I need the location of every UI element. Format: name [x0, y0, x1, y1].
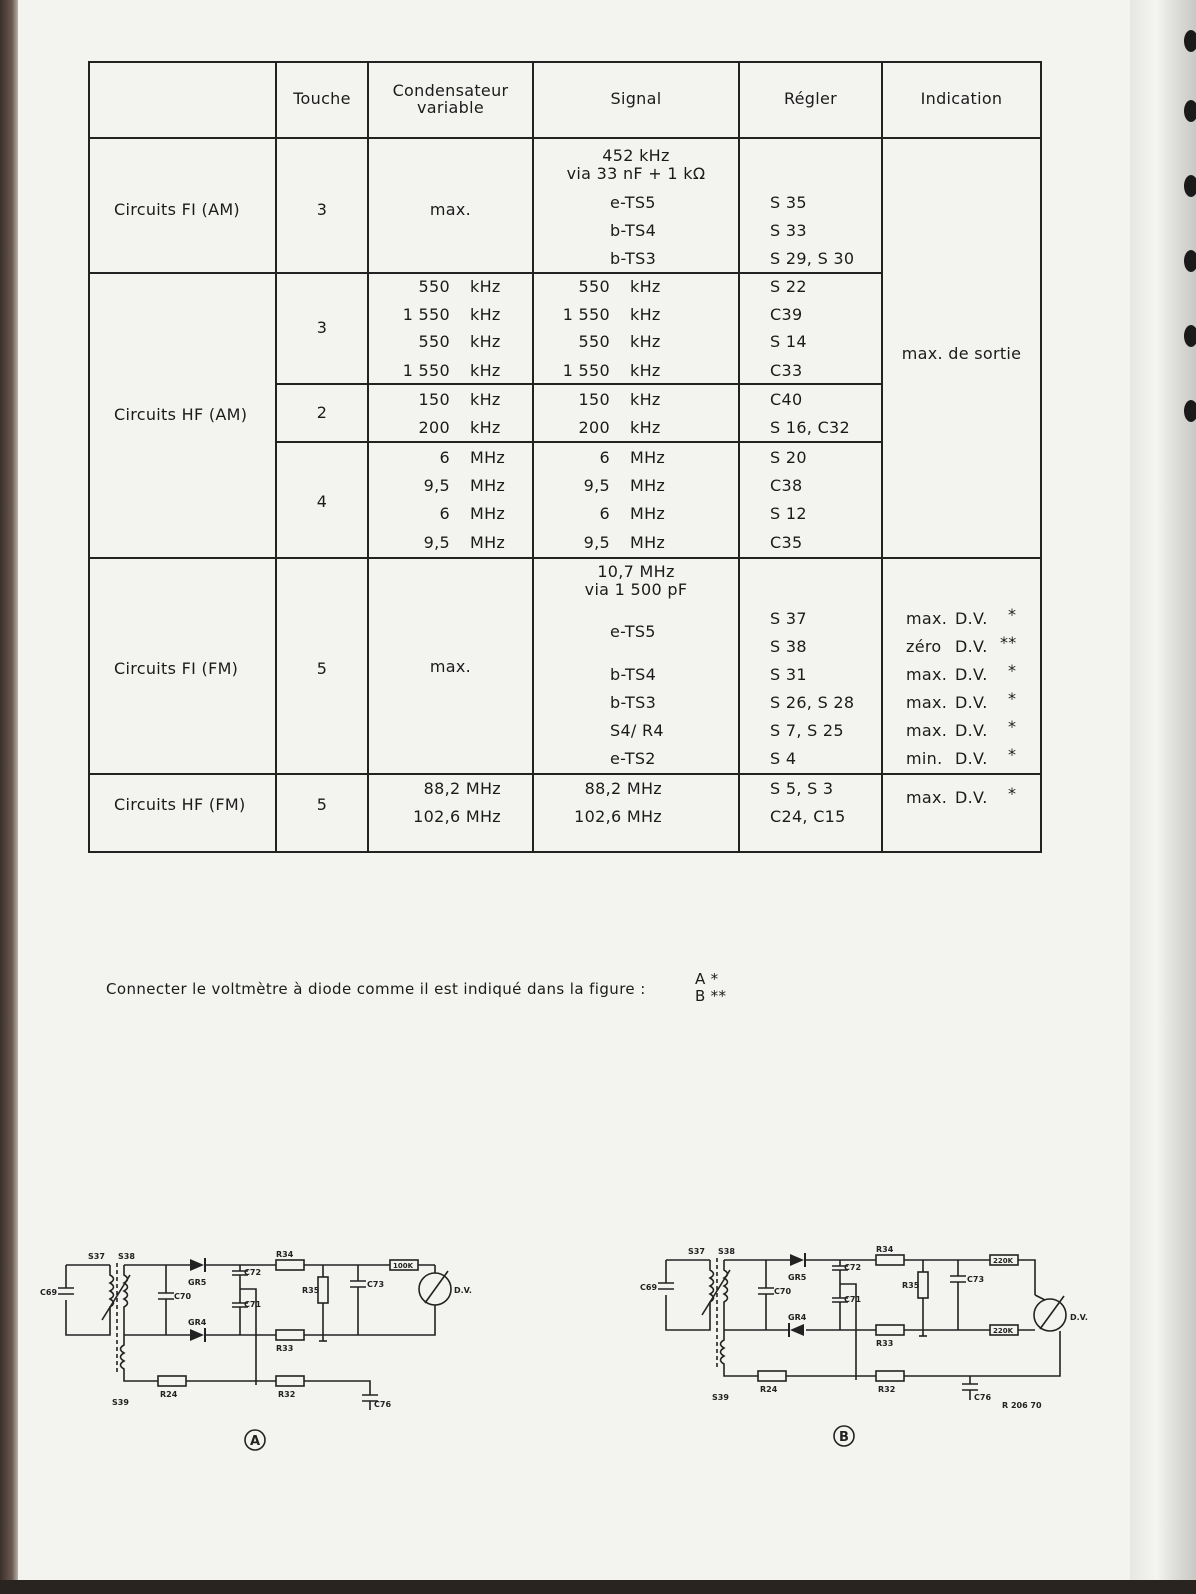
- signal-value: 150: [578, 390, 610, 409]
- ind-dv: D.V.: [955, 637, 988, 656]
- fi-fm-regler: S 31: [770, 665, 807, 684]
- label-220k: 220K: [993, 1257, 1014, 1265]
- fi-fm-regler: S 7, S 25: [770, 721, 844, 740]
- signal-value: 550: [578, 332, 610, 351]
- label-c73: C73: [367, 1280, 385, 1289]
- header-condensateur: Condensateur: [392, 81, 509, 100]
- header-regler: Régler: [783, 89, 838, 108]
- header-touche: Touche: [293, 89, 351, 108]
- cond-unit: kHz: [470, 305, 501, 324]
- label-gr4: GR4: [788, 1313, 807, 1322]
- fi-fm-regler: S 4: [770, 749, 797, 768]
- ind-word: max.: [906, 665, 948, 684]
- signal-value: 9,5: [583, 476, 610, 495]
- fi-fm-signal-freq: 10,7 MHz: [597, 562, 675, 581]
- regler-value: C35: [770, 533, 803, 552]
- signal-value: 1 550: [562, 361, 610, 380]
- signal-value: 1 550: [562, 305, 610, 324]
- cond-unit: MHz: [470, 448, 506, 467]
- label-220k: 220K: [993, 1327, 1014, 1335]
- signal-unit: MHz: [630, 448, 666, 467]
- binding-hole: [1184, 325, 1196, 347]
- cond-unit: kHz: [470, 361, 501, 380]
- label-s38: S38: [718, 1247, 735, 1256]
- ind-word: min.: [906, 749, 943, 768]
- label-gr5: GR5: [188, 1278, 207, 1287]
- voltmeter-note: Connecter le voltmètre à diode comme il est indiqué dans la figure :: [106, 980, 646, 998]
- label-gr5: GR5: [788, 1273, 807, 1282]
- fi-am-regler: S 35: [770, 193, 807, 212]
- ind-dv: D.V.: [955, 665, 988, 684]
- ind-star: *: [1008, 605, 1017, 624]
- note-figure-b: B **: [695, 987, 727, 1005]
- binding-hole: [1184, 400, 1196, 422]
- signal-value: 6: [599, 448, 610, 467]
- cond-value: 1 550: [402, 361, 450, 380]
- cond-value: 6: [439, 448, 450, 467]
- hf-am-touche: 3: [316, 318, 328, 337]
- label-100k: 100K: [393, 1262, 414, 1270]
- label-r34: R34: [876, 1245, 894, 1254]
- row-label-hf-fm: Circuits HF (FM): [114, 795, 246, 814]
- label-r35: R35: [902, 1281, 920, 1290]
- ind-dv: D.V.: [955, 693, 988, 712]
- cond-unit: kHz: [470, 418, 501, 437]
- ind-star: *: [1008, 689, 1017, 708]
- signal-unit: kHz: [630, 361, 661, 380]
- signal-unit: kHz: [630, 418, 661, 437]
- header-signal: Signal: [610, 89, 662, 108]
- cond-unit: MHz: [470, 504, 506, 523]
- signal-unit: kHz: [630, 305, 661, 324]
- circuit-diagram-a: [40, 1245, 500, 1475]
- ind-star: **: [1000, 633, 1017, 652]
- cond-unit: MHz: [470, 533, 506, 552]
- ind-dv: D.V.: [955, 721, 988, 740]
- signal-value: 9,5: [583, 533, 610, 552]
- regler-value: S 12: [770, 504, 807, 523]
- ind-dv: D.V.: [955, 609, 988, 628]
- ind-word: max.: [906, 721, 948, 740]
- row-label-hf-am: Circuits HF (AM): [114, 405, 248, 424]
- hf-am-touche: 2: [316, 403, 328, 422]
- label-c69: C69: [640, 1283, 658, 1292]
- label-r33: R33: [276, 1344, 294, 1353]
- figure-label-a: A: [249, 1434, 261, 1449]
- hf-fm-signal: 88,2 MHz: [584, 779, 662, 798]
- label-c73: C73: [967, 1275, 985, 1284]
- binding-hole: [1184, 30, 1196, 52]
- fi-fm-regler: S 37: [770, 609, 807, 628]
- fi-fm-signal: e-TS5: [610, 622, 656, 641]
- fi-am-signal: b-TS4: [610, 221, 657, 240]
- signal-unit: kHz: [630, 277, 661, 296]
- fi-am-signal-freq: 452 kHz: [602, 146, 670, 165]
- cond-unit: kHz: [470, 277, 501, 296]
- hf-fm-cond: 102,6 MHz: [413, 807, 501, 826]
- page-bottom-edge: [0, 1580, 1196, 1594]
- cond-value: 6: [439, 504, 450, 523]
- fi-fm-regler: S 38: [770, 637, 807, 656]
- fi-am-signal: b-TS3: [610, 249, 657, 268]
- label-r32: R32: [878, 1385, 896, 1394]
- label-c76: C76: [374, 1400, 392, 1409]
- label-r34: R34: [276, 1250, 294, 1259]
- signal-unit: kHz: [630, 390, 661, 409]
- row-label-fi-am: Circuits FI (AM): [114, 200, 240, 219]
- label-c72: C72: [844, 1263, 862, 1272]
- ind-star: *: [1008, 745, 1017, 764]
- fi-am-touche: 3: [316, 200, 328, 219]
- hf-fm-regler: S 5, S 3: [770, 779, 834, 798]
- hf-fm-touche: 5: [316, 795, 328, 814]
- fi-fm-signal: b-TS3: [610, 693, 657, 712]
- label-c71: C71: [244, 1300, 262, 1309]
- fi-am-regler: S 29, S 30: [770, 249, 855, 268]
- fi-am-signal-via: via 33 nF + 1 kΩ: [566, 164, 706, 183]
- regler-value: C33: [770, 361, 803, 380]
- label-dv: D.V.: [1070, 1313, 1088, 1322]
- fi-fm-signal: b-TS4: [610, 665, 657, 684]
- fi-am-cond: max.: [429, 200, 472, 219]
- label-c72: C72: [244, 1268, 262, 1277]
- regler-value: C38: [770, 476, 803, 495]
- label-c69: C69: [40, 1288, 58, 1297]
- label-c70: C70: [174, 1292, 192, 1301]
- cond-value: 9,5: [423, 476, 450, 495]
- row-label-fi-fm: Circuits FI (FM): [114, 659, 239, 678]
- signal-value: 550: [578, 277, 610, 296]
- hf-am-touche: 4: [316, 492, 328, 511]
- cond-value: 9,5: [423, 533, 450, 552]
- label-s37: S37: [688, 1247, 705, 1256]
- label-r33: R33: [876, 1339, 894, 1348]
- page-left-edge: [0, 0, 20, 1594]
- signal-unit: MHz: [630, 476, 666, 495]
- fi-fm-regler: S 26, S 28: [770, 693, 855, 712]
- signal-unit: MHz: [630, 504, 666, 523]
- hf-fm-cond: 88,2 MHz: [423, 779, 501, 798]
- ind-star: *: [1008, 717, 1017, 736]
- regler-value: S 16, C32: [770, 418, 851, 437]
- cond-unit: kHz: [470, 390, 501, 409]
- label-s39: S39: [712, 1393, 729, 1402]
- regler-value: S 22: [770, 277, 807, 296]
- fi-am-signal: e-TS5: [610, 193, 656, 212]
- fi-fm-touche: 5: [316, 659, 328, 678]
- cond-value: 200: [418, 418, 450, 437]
- fi-fm-signal: e-TS2: [610, 749, 656, 768]
- regler-value: C40: [770, 390, 803, 409]
- fi-fm-signal-via: via 1 500 pF: [584, 580, 688, 599]
- cond-unit: kHz: [470, 332, 501, 351]
- label-s38: S38: [118, 1252, 135, 1261]
- regler-value: C39: [770, 305, 803, 324]
- cond-value: 550: [418, 277, 450, 296]
- ind-dv: D.V.: [955, 749, 988, 768]
- hf-am-indication: max. de sortie: [901, 344, 1022, 363]
- note-figure-a: A *: [695, 970, 719, 988]
- hf-fm-signal: 102,6 MHz: [574, 807, 662, 826]
- cond-unit: MHz: [470, 476, 506, 495]
- label-r35: R35: [302, 1286, 320, 1295]
- circuit-diagram-b: [640, 1240, 1100, 1470]
- ind-word: max.: [906, 693, 948, 712]
- label-c76: C76: [974, 1393, 992, 1402]
- fi-fm-cond: max.: [429, 657, 472, 676]
- cond-value: 1 550: [402, 305, 450, 324]
- binding-hole: [1184, 175, 1196, 197]
- label-s37: S37: [88, 1252, 105, 1261]
- label-gr4: GR4: [188, 1318, 207, 1327]
- ind-star: *: [1008, 661, 1017, 680]
- label-r32: R32: [278, 1390, 296, 1399]
- hf-fm-regler: C24, C15: [770, 807, 846, 826]
- signal-value: 200: [578, 418, 610, 437]
- binding-hole: [1184, 250, 1196, 272]
- binding-hole: [1184, 100, 1196, 122]
- label-dv: D.V.: [454, 1286, 472, 1295]
- signal-value: 6: [599, 504, 610, 523]
- header-indication: Indication: [920, 89, 1003, 108]
- signal-unit: kHz: [630, 332, 661, 351]
- ind-dv: D.V.: [955, 788, 988, 807]
- ind-word: max.: [906, 788, 948, 807]
- page-right-edge: [1130, 0, 1196, 1594]
- label-r24: R24: [160, 1390, 178, 1399]
- label-c71: C71: [844, 1295, 862, 1304]
- signal-unit: MHz: [630, 533, 666, 552]
- figure-reference: R 206 70: [1002, 1401, 1042, 1410]
- figure-label-b: B: [839, 1430, 849, 1445]
- fi-am-regler: S 33: [770, 221, 807, 240]
- label-r24: R24: [760, 1385, 778, 1394]
- header-variable: variable: [417, 98, 484, 117]
- regler-value: S 14: [770, 332, 807, 351]
- regler-value: S 20: [770, 448, 807, 467]
- label-s39: S39: [112, 1398, 129, 1407]
- ind-word: max.: [906, 609, 948, 628]
- cond-value: 150: [418, 390, 450, 409]
- ind-star: *: [1008, 784, 1017, 803]
- cond-value: 550: [418, 332, 450, 351]
- fi-fm-signal: S4/ R4: [610, 721, 664, 740]
- ind-word: zéro: [906, 637, 942, 656]
- label-c70: C70: [774, 1287, 792, 1296]
